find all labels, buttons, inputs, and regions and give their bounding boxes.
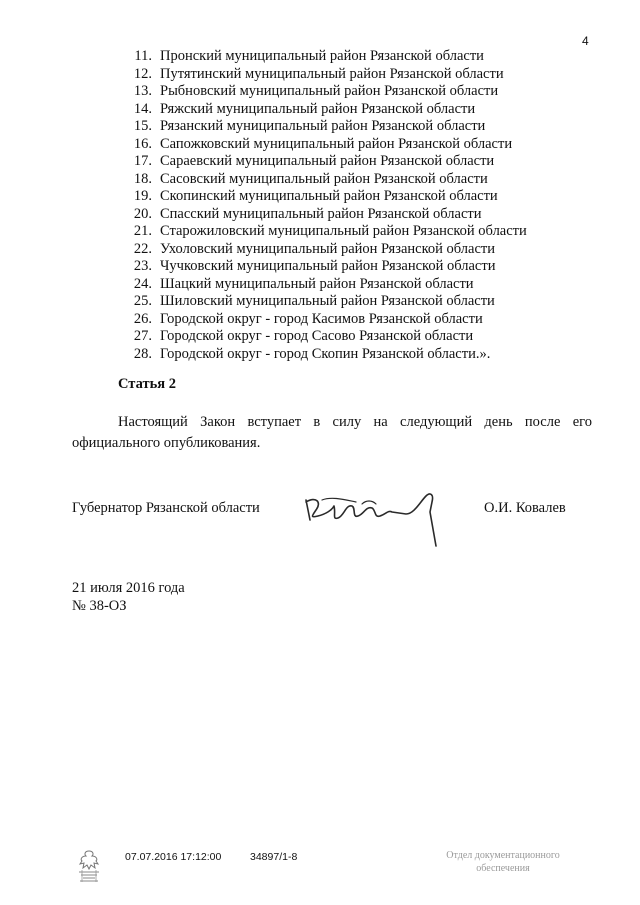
list-item-text: Ухоловский муниципальный район Рязанской области (160, 240, 496, 257)
list-item (118, 153, 638, 171)
list-item-number: 25. (133, 293, 152, 309)
list-item-text: Шацкий муниципальный район Рязанской области (160, 275, 474, 292)
list-item (118, 83, 638, 101)
list-item (118, 223, 638, 241)
list-item-number: 26. (133, 310, 152, 327)
list-item (118, 66, 638, 84)
list-item (118, 188, 638, 206)
list-item (118, 118, 638, 136)
list-item (118, 48, 638, 66)
list-item-text: Сараевский муниципальный район Рязанской области (160, 153, 495, 169)
list-item-number: 21. (133, 223, 152, 239)
list-item-text: Путятинский муниципальный район Рязанской области (160, 65, 504, 82)
governor-name: О.И. Ковалев (484, 500, 566, 516)
list-item-text: Рязанский муниципальный район Рязанской области (160, 118, 486, 134)
list-item-text: Скопинский муниципальный район Рязанской области (160, 188, 498, 204)
signing-date: 21 июля 2016 года (72, 580, 185, 596)
list-item-number: 15. (133, 118, 152, 134)
list-item (118, 276, 638, 294)
list-item-text: Городской округ - город Касимов Рязанской области (160, 310, 483, 327)
handwritten-signature (302, 488, 452, 550)
department-stamp (428, 849, 578, 875)
list-item-number: 23. (133, 258, 152, 274)
signature-block (72, 498, 592, 558)
law-number: № 38-ОЗ (72, 598, 127, 614)
list-item-text: Городской округ - город Сасово Рязанской области (160, 328, 474, 344)
stamp-line: обеспечения (476, 863, 530, 874)
article-title: Статья 2 (118, 376, 176, 392)
list-item (118, 206, 638, 224)
stamp-line: Отдел документационного (446, 850, 560, 861)
list-item-number: 19. (133, 188, 152, 204)
list-item-number: 11. (134, 48, 152, 64)
list-item (118, 346, 638, 364)
list-item-text: Ряжский муниципальный район Рязанской области (160, 100, 476, 117)
list-item-number: 12. (133, 65, 152, 82)
list-item-number: 28. (133, 345, 152, 362)
list-item-number: 17. (133, 153, 152, 169)
list-item-text: Сасовский муниципальный район Рязанской области (160, 170, 488, 187)
list-item-number: 13. (133, 83, 152, 99)
list-item-text: Сапожковский муниципальный район Рязанской области (160, 135, 513, 152)
list-item-text: Городской округ - город Скопин Рязанской области.». (160, 345, 491, 362)
list-item-number: 27. (133, 328, 152, 344)
list-item-number: 24. (133, 275, 152, 292)
registration-number: 34897/1-8 (250, 851, 298, 863)
municipality-list (118, 48, 638, 363)
list-item-number: 16. (133, 135, 152, 152)
list-item-text: Старожиловский муниципальный район Рязанской области (160, 223, 527, 239)
list-item-text: Рыбновский муниципальный район Рязанской области (160, 83, 499, 99)
list-item (118, 101, 638, 119)
registration-timestamp: 07.07.2016 17:12:00 (125, 851, 222, 863)
article-body: Настоящий Закон вступает в силу на следующий день после его официального опубликования. (72, 414, 592, 451)
list-item-text: Пронский муниципальный район Рязанской области (160, 48, 484, 64)
list-item-number: 14. (133, 100, 152, 117)
regional-emblem-icon (74, 848, 104, 884)
page-number: 4 (582, 34, 589, 48)
list-item-text: Чучковский муниципальный район Рязанской области (160, 258, 496, 274)
list-item (118, 136, 638, 154)
list-item (118, 311, 638, 329)
list-item-text: Шиловский муниципальный район Рязанской области (160, 293, 495, 309)
list-item (118, 171, 638, 189)
list-item (118, 241, 638, 259)
list-item-text: Спасский муниципальный район Рязанской области (160, 205, 482, 222)
list-item (118, 293, 638, 311)
list-item-number: 22. (133, 240, 152, 257)
list-item-number: 18. (133, 170, 152, 187)
governor-title: Губернатор Рязанской области (72, 500, 260, 516)
list-item (118, 328, 638, 346)
list-item (118, 258, 638, 276)
list-item-number: 20. (133, 205, 152, 222)
